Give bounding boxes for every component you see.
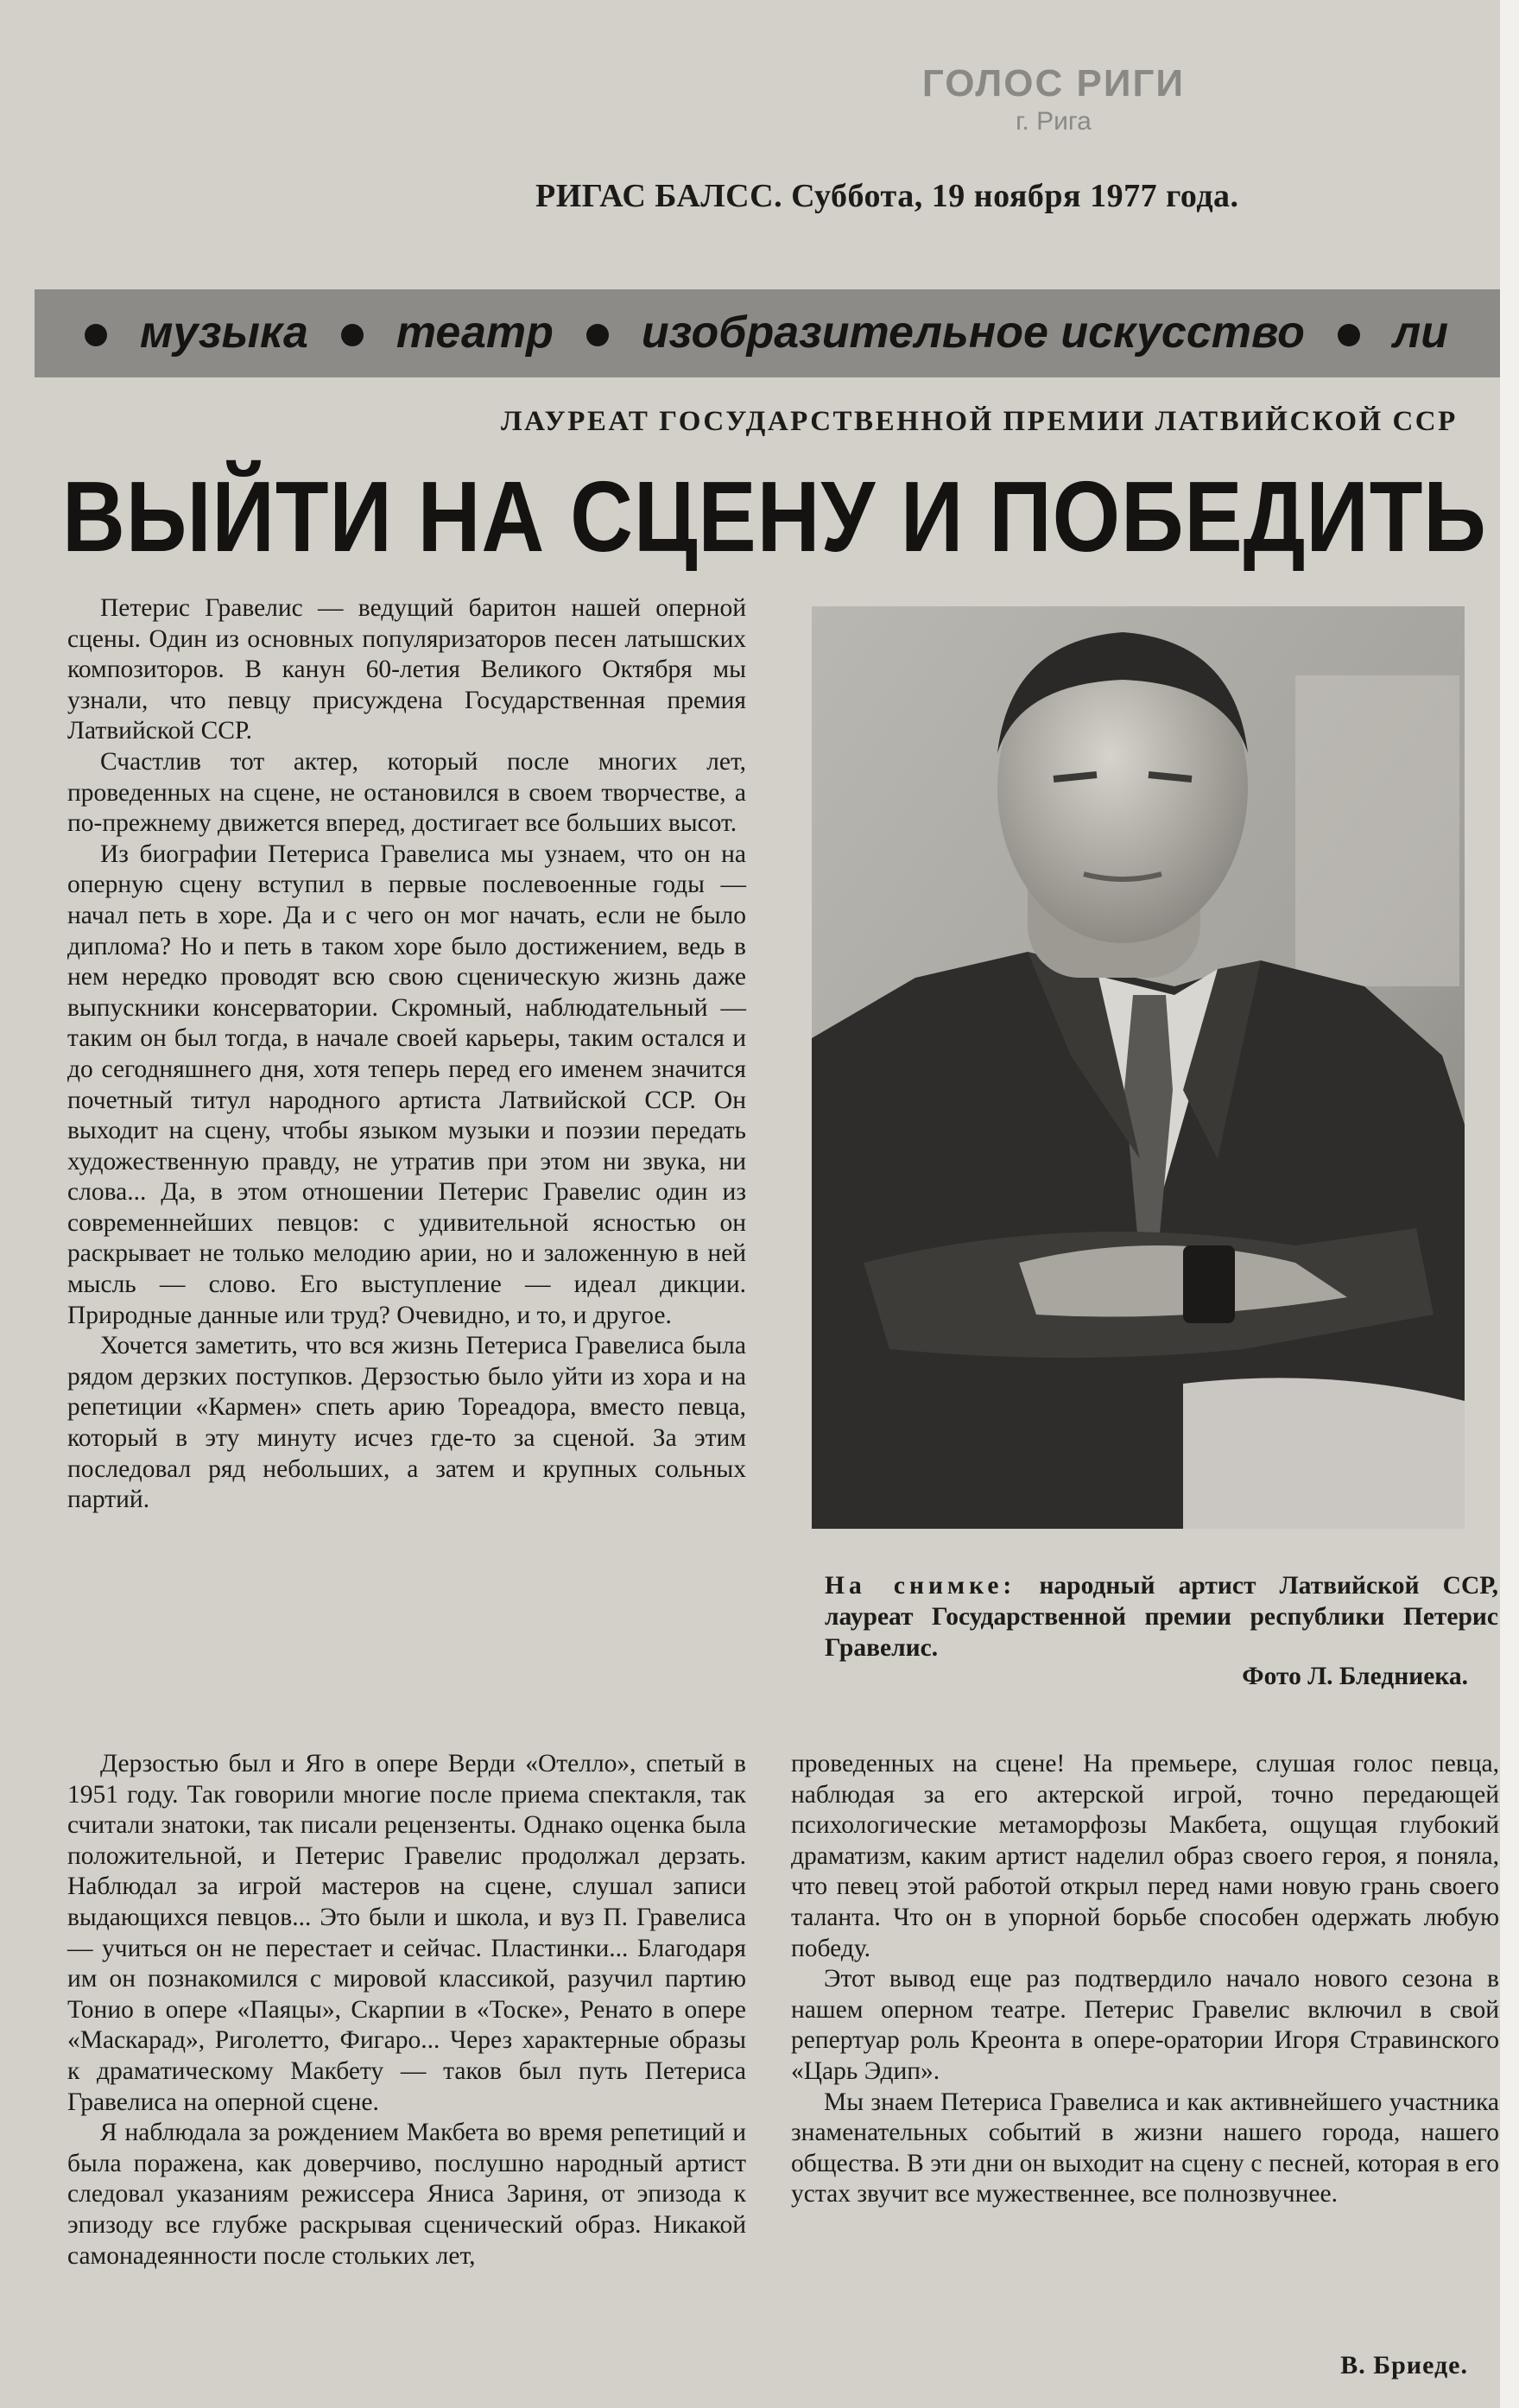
caption-lead: На снимке:	[825, 1572, 1016, 1600]
article-column-left-bottom	[67, 1749, 746, 2272]
article-column-left-top	[67, 593, 746, 1516]
paragraph: Петерис Гравелис — ведущий баритон нашей оперной сцены. Один из основных популяризаторов песен латышских композиторов. В канун 60-летия Великого Октября мы узнали, что певцу присуждена Государственная премия Латвийской ССР.	[67, 594, 746, 745]
dateline: РИГАС БАЛСС. Суббота, 19 ноября 1977 года.	[535, 178, 1239, 214]
paragraph: Мы знаем Петериса Гравелиса и как активнейшего участника знаменательных событий в жизни нашего города, нашего общества. В эти дни он выходит на сцену с песней, которая в его устах звучит все мужественнее, все полнозвучнее.	[791, 2088, 1499, 2208]
paragraph: Дерзостью был и Яго в опере Верди «Отелло», спетый в 1951 году. Так говорили многие после приема спектакля, так считали знатоки, так писали рецензенты. Однако оценка была положительной, и Петерис Гравелис продолжал дерзать. Наблюдал за игрой мастеров на сцене, слушал записи выдающихся певцов... Это были и школа, и вуз П. Гравелиса — учиться он не перестает и сейчас. Пластинки... Благодаря им он познакомился с мировой классикой, разучил партию Тонио в опере «Паяцы», Скарпии в «Тоске», Ренато в опере «Маскарад», Риголетто, Фигаро... Через характерные образы к драматическому Макбету — таков был путь Петериса Гравелиса на оперной сцене.	[67, 1750, 746, 2116]
rubric-item-cut: ли	[1392, 307, 1448, 358]
bullet-icon	[586, 324, 609, 346]
paragraph: Я наблюдала за рождением Макбета во время репетиций и была поражена, как доверчиво, послушно народный артист следовал указаниям режиссера Яниса Зариня, от эпизода к эпизоду все глубже раскрывая сценический образ. Никакой самонадеянности после стольких лет,	[67, 2119, 746, 2270]
kicker: ЛАУРЕАТ ГОСУДАРСТВЕННОЙ ПРЕМИИ ЛАТВИЙСКОЙ ССР	[501, 406, 1458, 437]
headline: ВЫЙТИ НА СЦЕНУ И ПОБЕДИТЬ	[62, 460, 1487, 573]
stamp-line-1: ГОЛОС РИГИ	[921, 62, 1186, 105]
rubric-item-theatre: театр	[396, 307, 554, 358]
paragraph: Этот вывод еще раз подтвердило начало нового сезона в нашем оперном театре. Петерис Гравелис включил в свой репертуар роль Креонта в опере-оратории Игоря Стравинского «Царь Эдип».	[791, 1965, 1499, 2085]
bullet-icon	[341, 324, 364, 346]
portrait-photo	[812, 606, 1465, 1529]
paragraph: Счастлив тот актер, который после многих лет, проведенных на сцене, не остановился в своем творчестве, а по-прежнему движется вперед, достигает все больших высот.	[67, 747, 746, 838]
author-byline: В. Бриеде.	[1340, 2351, 1468, 2379]
article-column-right-bottom	[791, 1749, 1499, 2210]
library-stamp	[898, 60, 1209, 136]
bullet-icon	[1338, 324, 1360, 346]
rubric-item-fine-art: изобразительное искусство	[641, 307, 1305, 358]
paragraph: проведенных на сцене! На премьере, слушая голос певца, наблюдая за его актерской игрой, точно передающей психологические метаморфозы Макбета, ощущая глубокий драматизм, каким артист наделил образ своего героя, я поняла, что певец этой работой открыл перед нами новую грань своего таланта. Что он в упорной борьбе способен одержать любую победу.	[791, 1750, 1499, 1962]
photo-credit: Фото Л. Бледниека.	[1242, 1663, 1468, 1690]
paragraph: Из биографии Петериса Гравелиса мы узнаем, что он на оперную сцену вступил в первые послевоенные годы — начал петь в хоре. Да и с чего он мог начать, если не было диплома? Но и петь в таком хоре было достижением, ведь в нем нередко проводят всю свою сценическую жизнь даже выпускники консерватории. Скромный, наблюдательный — таким он был тогда, в начале своей карьеры, таким остался и до сегодняшнего дня, хотя теперь перед его именем значится почетный титул народного артиста Латвийской ССР. Он выходит на сцену, чтобы языком музыки и поэзии передать художественную правду, не утратив при этом ни звука, ни слова... Да, в этом отношении Петерис Гравелис один из современнейших певцов: с удивительной ясностью он раскрывает не только мелодию арии, но и заложенную в ней мысль — слово. Его выступление — идеал дикции. Природные данные или труд? Очевидно, и то, и другое.	[67, 840, 746, 1329]
stamp-line-2: г. Рига	[1016, 107, 1092, 136]
paragraph: Хочется заметить, что вся жизнь Петериса Гравелиса была рядом дерзких поступков. Дерзостью было уйти из хора и на репетиции «Кармен» спеть арию Тореадора, вместо певца, который в эту минуту исчез где-то за сценой. За этим последовал ряд небольших, а затем и крупных сольных партий.	[67, 1332, 746, 1514]
rubric-item-music: музыка	[140, 307, 308, 358]
rubric-bar	[35, 289, 1500, 377]
photo-caption	[825, 1570, 1498, 1663]
caption-text: народный артист Латвийской ССР, лауреат Государственной премии республики Петерис Гравелис.	[825, 1572, 1498, 1662]
page-edge	[1500, 0, 1519, 2408]
portrait-illustration	[812, 606, 1465, 1529]
bullet-icon	[85, 324, 107, 346]
